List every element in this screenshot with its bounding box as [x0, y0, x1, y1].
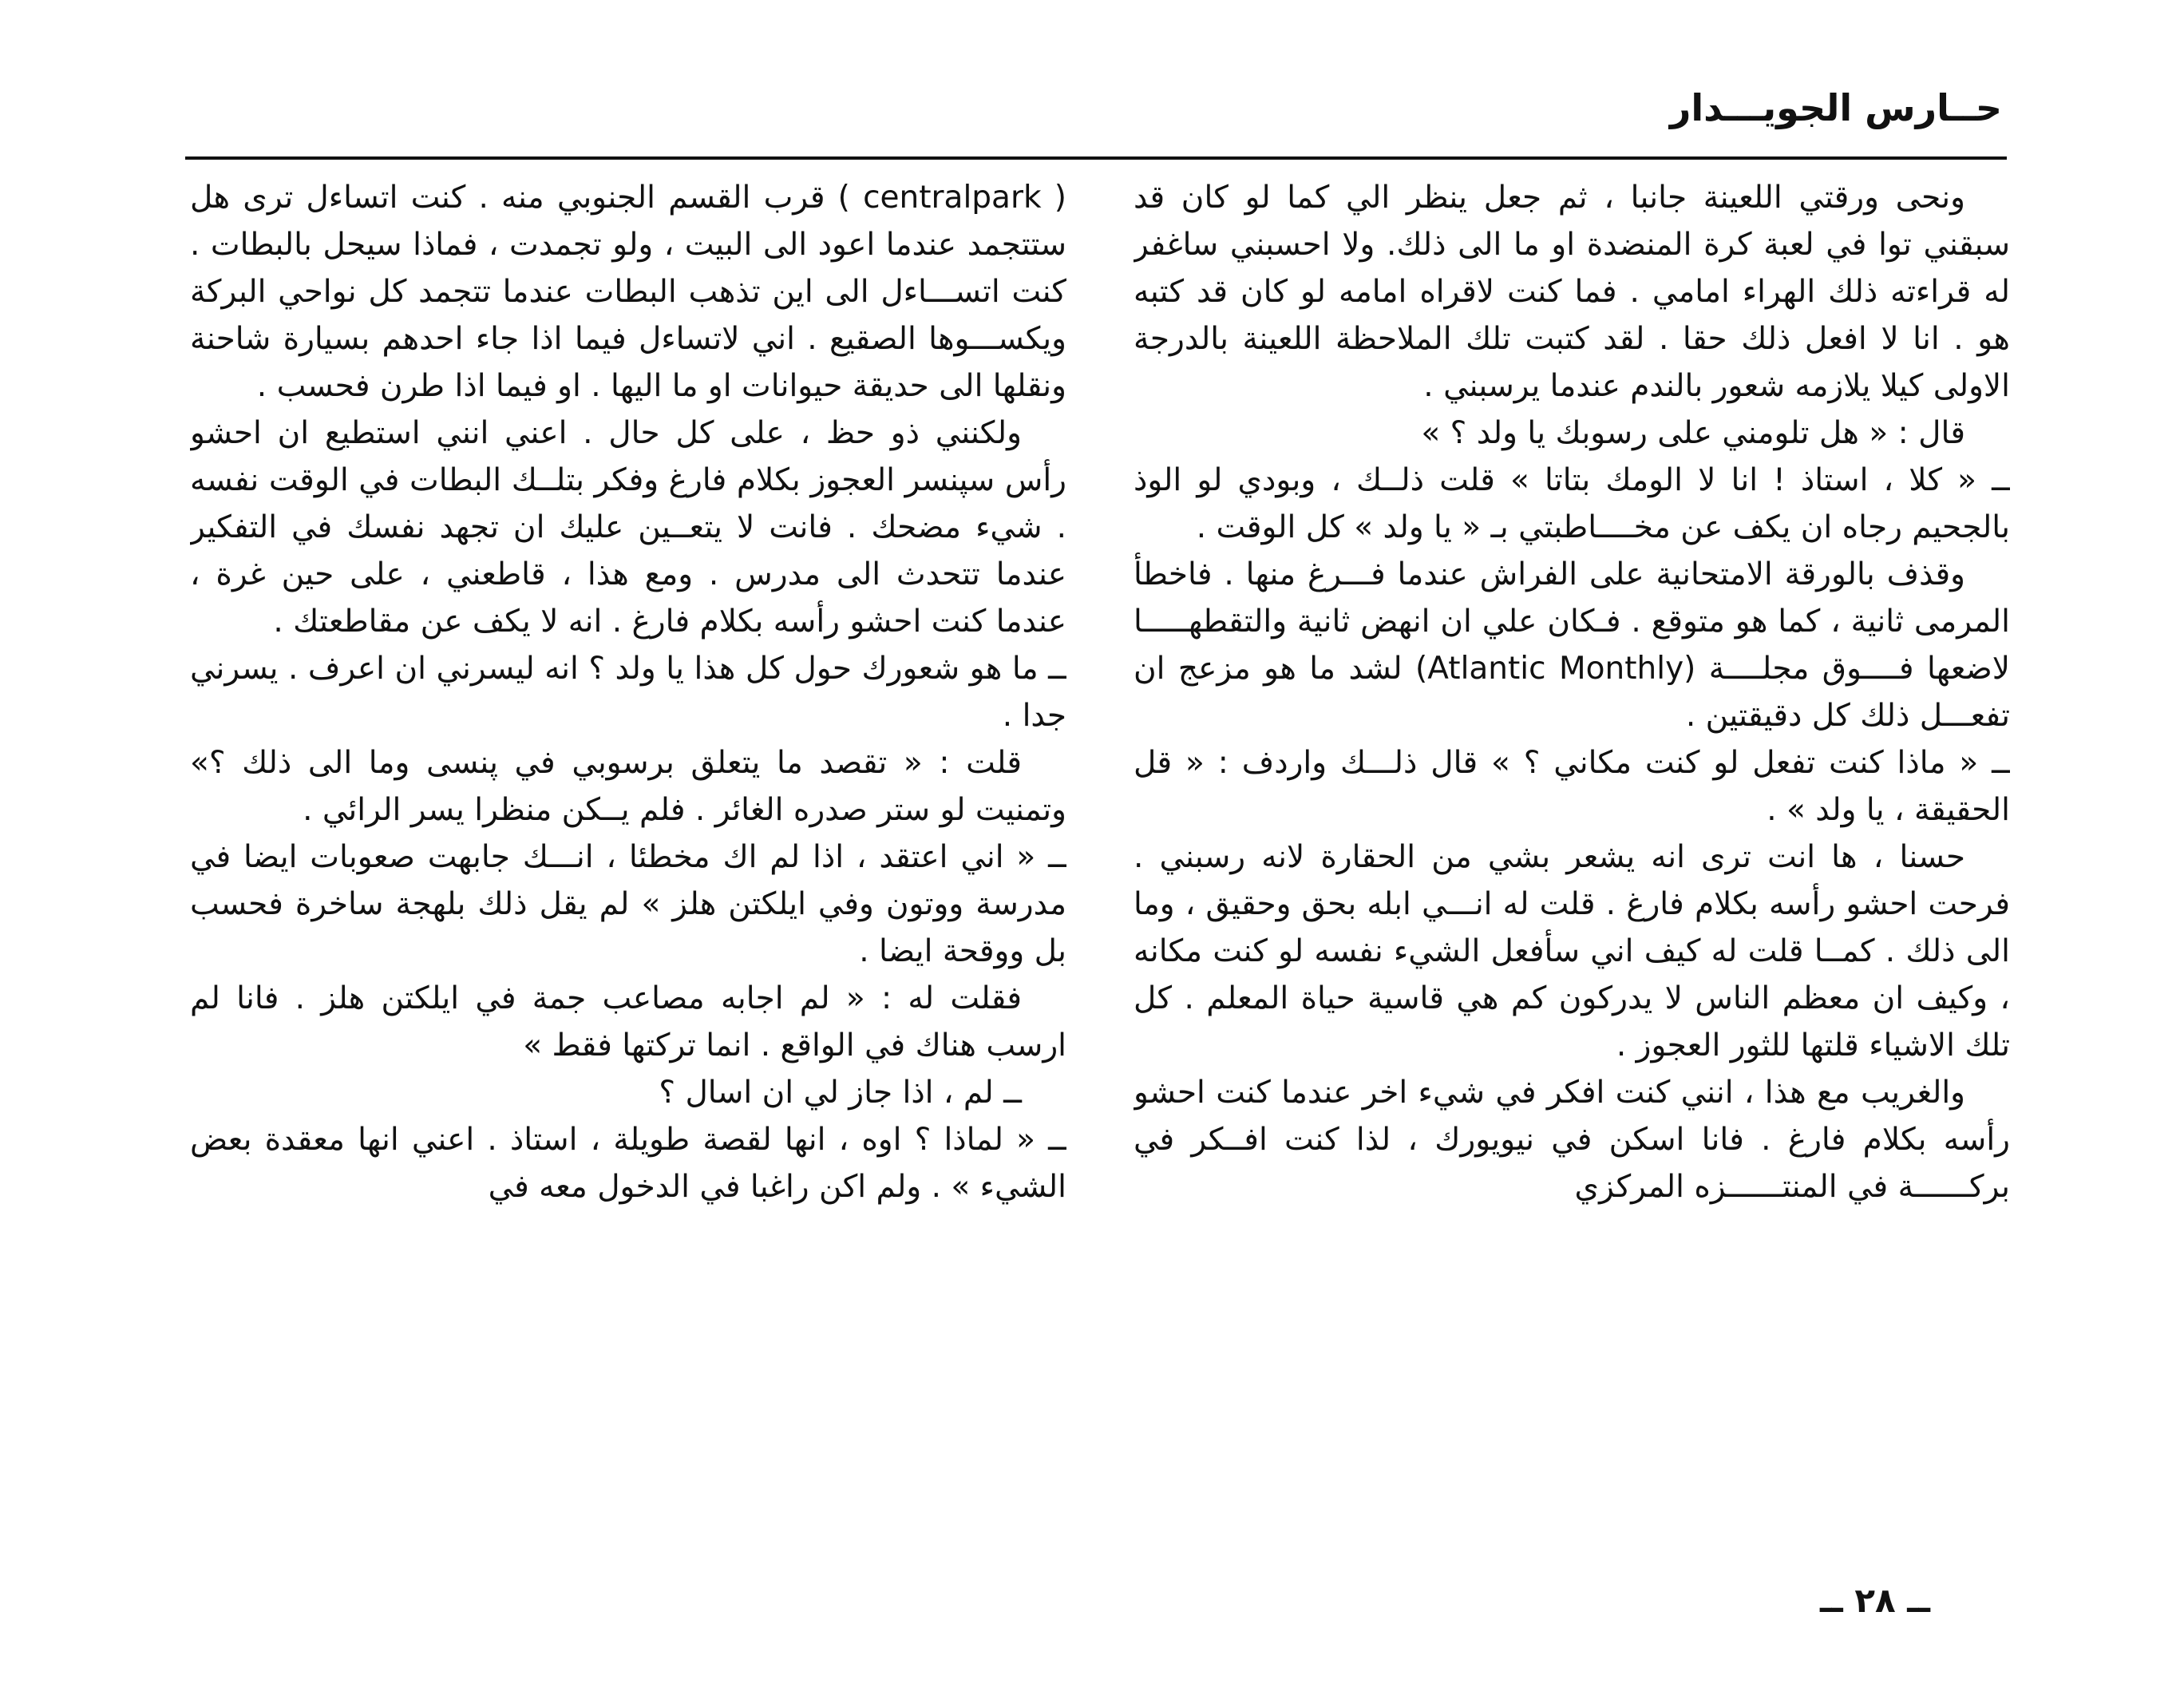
paragraph: ونحى ورقتي اللعينة جانبا ، ثم جعل ينظر الي كما لو كان قد سبقني توا في لعبة كرة المنضدة او ما الى ذلك. ولا احسبني ساغفر له قراءته ذلك الهراء امامي . فما كنت لاقراه امامه لو كان قد كتبه هو . انا لا افعل ذلك حقا . لقد كتبت تلك الملاحظة اللعينة بالدرجة الاولى كيلا يلازمه شعور بالندم عندما يرسبني .	[1134, 180, 2010, 404]
running-header: حــارس الجويـــدار	[1669, 86, 2002, 129]
paragraph: قال : « هل تلومني على رسوبك يا ولد ؟ »	[1421, 415, 1965, 451]
paragraph: والغريب مع هذا ، انني كنت افكر في شيء اخر عندما كنت احشو رأسه بكلام فارغ . فانا اسكن في نيويورك ، لذا كنت افــكر في بركــــــة في المنتــــــزه المركزي	[1134, 1075, 2010, 1205]
paragraph: قلت : « تقصد ما يتعلق برسوبي في پنسى وما الى ذلك ؟» وتمنيت لو ستر صدره الغائر . فلم يــكن منظرا يسر الرائي .	[190, 745, 1066, 828]
text-column-left	[190, 174, 1066, 1547]
paragraph: ( centralpark ) قرب القسم الجنوبي منه . كنت اتساءل ترى هل ستتجمد عندما اعود الى البيت ، ولو تجمدت ، فماذا سيحل بالبطات . كنت اتســـاءل الى اين تذهب البطات عندما تتجمد كل نواحي البركة ويكســـوها الصقيع . اني لاتساءل فيما اذا جاء احدهم بسيارة شاحنة ونقلها الى حديقة حيوانات او ما اليها . او فيما اذا طرن فحسب .	[190, 180, 1066, 404]
paragraph: ــ « ماذا كنت تفعل لو كنت مكاني ؟ » قال ذلـــك واردف : « قل الحقيقة ، يا ولد » .	[1134, 745, 2010, 828]
paragraph: ــ « اني اعتقد ، اذا لم اك مخطئا ، انـــك جابهت صعوبات ايضا في مدرسة ووتون وفي ايلكتن هلز » لم يقل ذلك بلهجة ساخرة فحسب بل ووقحة ايضا .	[190, 839, 1066, 969]
paragraph: ــ « كلا ، استاذ ! انا لا الومك بتاتا » قلت ذلــك ، وبودي لو الوذ بالجحيم رجاه ان يكف عن مخــــاطبتي بـ « يا ولد » كل الوقت .	[1134, 462, 2010, 545]
paragraph: حسنا ، ها انت ترى انه يشعر بشي من الحقارة لانه رسبني . فرحت احشو رأسه بكلام فارغ . قلت له انـــي ابله بحق وحقيق ، وما الى ذلك . كمــا قلت له كيف اني سأفعل الشيء نفسه لو كنت مكانه ، وكيف ان معظم الناس لا يدركون كم هي قاسية حياة المعلم . كل تلك الاشياء قلتها للثور العجوز .	[1134, 839, 2010, 1063]
page-number: ــ ٢٨ ــ	[1820, 1581, 1930, 1620]
paragraph: ولكنني ذو حظ ، على كل حال . اعني انني استطيع ان احشو رأس سپنسر العجوز بكلام فارغ وفكر بتلــك البطات في الوقت نفسه . شيء مضحك . فانت لا يتعــين عليك ان تجهد نفسك في التفكير عندما تتحدث الى مدرس . ومع هذا ، قاطعني ، على حين غرة ، عندما كنت احشو رأسه بكلام فارغ . انه لا يكف عن مقاطعتك .	[190, 415, 1066, 640]
paragraph: ــ ما هو شعورك حول كل هذا يا ولد ؟ انه ليسرني ان اعرف . يسرني جدا .	[190, 651, 1066, 734]
text-column-right	[1134, 174, 2010, 1547]
header-rule	[185, 156, 2007, 160]
paragraph: ــ « لماذا ؟ اوه ، انها لقصة طويلة ، استاذ . اعني انها معقدة بعض الشيء » . ولم اكن راغبا في الدخول معه في	[190, 1122, 1066, 1205]
paragraph: فقلت له : « لم اجابه مصاعب جمة في ايلكتن هلز . فانا لم ارسب هناك في الواقع . انما تركتها فقط »	[190, 980, 1066, 1063]
paragraph: ــ لم ، اذا جاز لي ان اسال ؟	[659, 1075, 1022, 1111]
paragraph: وقذف بالورقة الامتحانية على الفراش عندما فـــرغ منها . فاخطأ المرمى ثانية ، كما هو متوقع . فـكان علي ان انهض ثانية والتقطهـــــا لاضعها فــــوق مجلــــة (Atlantic Monthly) لشد ما هو مزعج ان تفعـــل ذلك كل دقيقتين .	[1134, 556, 2010, 734]
